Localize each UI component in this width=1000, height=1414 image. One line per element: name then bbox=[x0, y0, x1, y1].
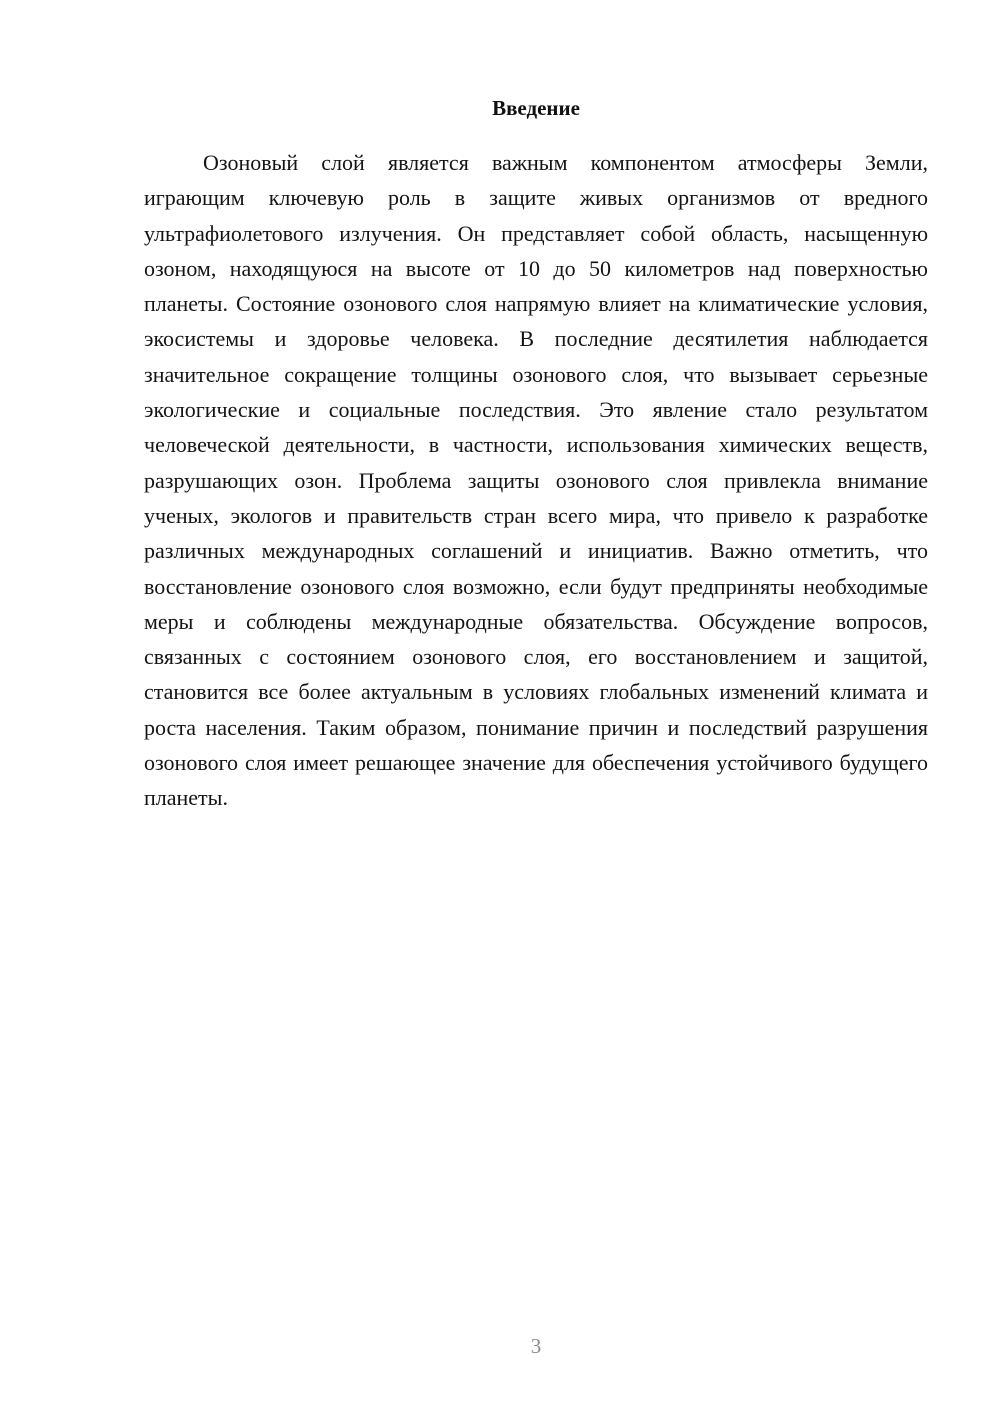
section-heading: Введение bbox=[492, 96, 580, 120]
page-number: 3 bbox=[530, 1334, 542, 1358]
body-paragraph: Озоновый слой является важным компонентом атмосферы Земли, играющим ключевую роль в защите живых организмов от вредного ультрафиолетового излучения. Он представляет собой область, насыщенную озоном, находящуюся на высоте от 10 до 50 километров над поверхностью планеты. Состояние озонового слоя напрямую влияет на климатические условия, экосистемы и здоровье человека. В последние десятилетия наблюдается значительное сокращение толщины озонового слоя, что вызывает серьезные экологические и социальные последствия. Это явление стало результатом человеческой деятельности, в частности, использования химических веществ, разрушающих озон. Проблема защиты озонового слоя привлекла внимание ученых, экологов и правительств стран всего мира, что привело к разработке различных международных соглашений и инициатив. Важно отметить, что восстановление озонового слоя возможно, если будут предприняты необходимые меры и соблюдены международные обязательства. Обсуждение вопросов, связанных с состоянием озонового слоя, его восстановлением и защитой, становится все более актуальным в условиях глобальных изменений климата и роста населения. Таким образом, понимание причин и последствий разрушения озонового слоя имеет решающее значение для обеспечения устойчивого будущего планеты. bbox=[144, 150, 928, 811]
